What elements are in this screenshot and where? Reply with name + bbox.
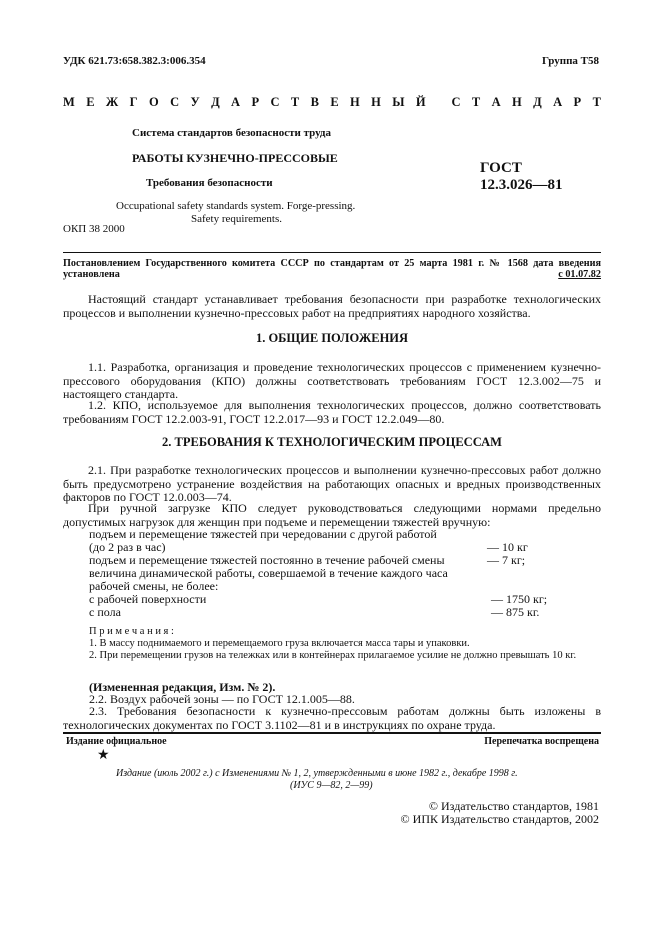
okp-code: ОКП 38 2000 <box>63 223 125 235</box>
section1-heading: 1. ОБЩИЕ ПОЛОЖЕНИЯ <box>255 331 409 345</box>
reprint-prohibited: Перепечатка воспрещена <box>484 736 599 747</box>
banner-letter: О <box>148 95 159 109</box>
amendment-note: (Измененная редакция, Изм. № 2). <box>89 680 276 694</box>
section2-p2: При ручной загрузке КПО следует руководствоваться следующими нормами предельно допустимых нагрузок для женщин при подъеме и перемещении тяжестей вручную: <box>63 501 601 529</box>
udk-code: УДК 621.73:658.382.3:006.354 <box>63 55 206 67</box>
copyright-1981: © Издательство стандартов, 1981 <box>428 799 599 813</box>
group-code: Группа Т58 <box>541 55 599 67</box>
banner-letter: У <box>190 95 200 109</box>
norm-row1-a: подъем и перемещение тяжестей при чередовании с другой работой <box>89 527 437 541</box>
doc-title: РАБОТЫ КУЗНЕЧНО-ПРЕССОВЫЕ <box>132 151 338 165</box>
edition-ius: (ИУС 9—82, 2—99) <box>290 780 373 791</box>
gost-label: ГОСТ <box>480 160 522 176</box>
banner-letter: Й <box>415 95 426 109</box>
section2-p23: 2.3. Требования безопасности к кузнечно-прессовым работам должны быть изложены в технологических документах по ГОСТ 3.1102—81 и в инструкциях по охране труда. <box>63 704 601 732</box>
banner-letter: Т <box>592 95 601 109</box>
banner-letter <box>437 95 440 110</box>
official-edition: Издание официальное <box>66 736 167 747</box>
norm-row3-a: величина динамической работы, совершаемой в течение каждого часа <box>89 566 448 580</box>
norm-row5: с пола <box>89 605 121 619</box>
banner-letter: Д <box>211 95 220 109</box>
norm-row4-value: — 1750 кг; <box>491 592 548 606</box>
banner-letter: А <box>491 95 501 109</box>
norm-row5-value: — 875 кг. <box>491 605 540 619</box>
banner-letter: Т <box>290 95 300 109</box>
note-2: 2. При перемещении грузов на тележках или в контейнерах прилагаемое усилие не должно превышать 10 кг. <box>89 650 577 661</box>
decree-line2: установлена <box>63 269 120 280</box>
note-1: 1. В массу поднимаемого и перемещаемого груза включается масса тары и упаковки. <box>89 638 470 649</box>
system-title: Система стандартов безопасности труда <box>132 127 331 139</box>
banner-letter: Р <box>573 95 582 109</box>
standard-banner <box>63 95 601 110</box>
section2-p1: 2.1. При разработке технологических процессов и выполнении кузнечно-прессовых работ должно быть предусмотрено устранение воздействия на работающих опасных и вредных производственных факторов по ГОСТ 12.0.003—74. <box>63 463 601 504</box>
norm-row1-b: (до 2 раз в час) <box>89 540 166 554</box>
banner-letter: Г <box>129 95 138 109</box>
banner-letter: Ж <box>105 95 119 109</box>
banner-letter: Р <box>251 95 260 109</box>
banner-letter: А <box>553 95 563 109</box>
banner-letter: С <box>451 95 461 109</box>
norm-row1-value: — 10 кг <box>487 540 528 554</box>
effective-date: с 01.07.82 <box>558 269 601 280</box>
doc-subtitle: Требования безопасности <box>146 177 273 189</box>
banner-letter: Н <box>350 95 360 109</box>
english-title-line2: Safety requirements. <box>191 213 283 225</box>
english-title-line1: Occupational safety standards system. Forge-pressing. <box>116 200 356 212</box>
edition-info: Издание (июль 2002 г.) с Изменениями № 1, 2, утвержденными в июне 1982 г., декабре 1998 г. <box>116 768 518 779</box>
banner-letter: Н <box>512 95 522 109</box>
divider-footer <box>63 732 601 734</box>
banner-letter: М <box>63 95 75 109</box>
notes-label: П р и м е ч а н и я : <box>89 626 174 637</box>
norm-row3-b: рабочей смены, не более: <box>89 579 219 593</box>
banner-letter: Ы <box>392 95 405 109</box>
copyright-2002: © ИПК Издательство стандартов, 2002 <box>400 812 599 826</box>
norm-row2-value: — 7 кг; <box>487 553 526 567</box>
banner-letter: Е <box>86 95 95 109</box>
gost-number: 12.3.026—81 <box>480 177 563 193</box>
norm-row4: с рабочей поверхности <box>89 592 207 606</box>
banner-letter: В <box>310 95 319 109</box>
banner-letter: Н <box>371 95 381 109</box>
banner-letter: Т <box>471 95 481 109</box>
banner-letter: Е <box>330 95 339 109</box>
norm-row2: подъем и перемещение тяжестей постоянно в течение рабочей смены <box>89 553 445 567</box>
banner-letter: С <box>270 95 280 109</box>
section2-p22: 2.2. Воздух рабочей зоны — по ГОСТ 12.1.005—88. <box>89 692 355 706</box>
banner-letter: А <box>231 95 241 109</box>
star-icon: ★ <box>97 748 110 763</box>
banner-letter: Д <box>533 95 542 109</box>
intro-paragraph: Настоящий стандарт устанавливает требования безопасности при разработке технологических процессов и выполнении кузнечно-прессовых работ на предприятиях народного хозяйства. <box>63 292 601 320</box>
divider-top <box>63 252 601 253</box>
decree-line1: Постановлением Государственного комитета СССР по стандартам от 25 марта 1981 г. № 1568 дата введения <box>63 258 601 269</box>
section1-p2: 1.2. КПО, используемое для выполнения технологических процессов, должно соответствовать требованиям ГОСТ 12.2.003-91, ГОСТ 12.2.017—93 и ГОСТ 12.2.049—80. <box>63 398 601 426</box>
banner-letter: С <box>170 95 180 109</box>
section2-heading: 2. ТРЕБОВАНИЯ К ТЕХНОЛОГИЧЕСКИМ ПРОЦЕССАМ <box>162 435 502 449</box>
section1-p1: 1.1. Разработка, организация и проведение технологических процессов с применением кузнечно-прессового оборудования (КПО) должны соответствовать требованиям ГОСТ 12.3.002—75 и настоящего стандарта. <box>63 360 601 401</box>
